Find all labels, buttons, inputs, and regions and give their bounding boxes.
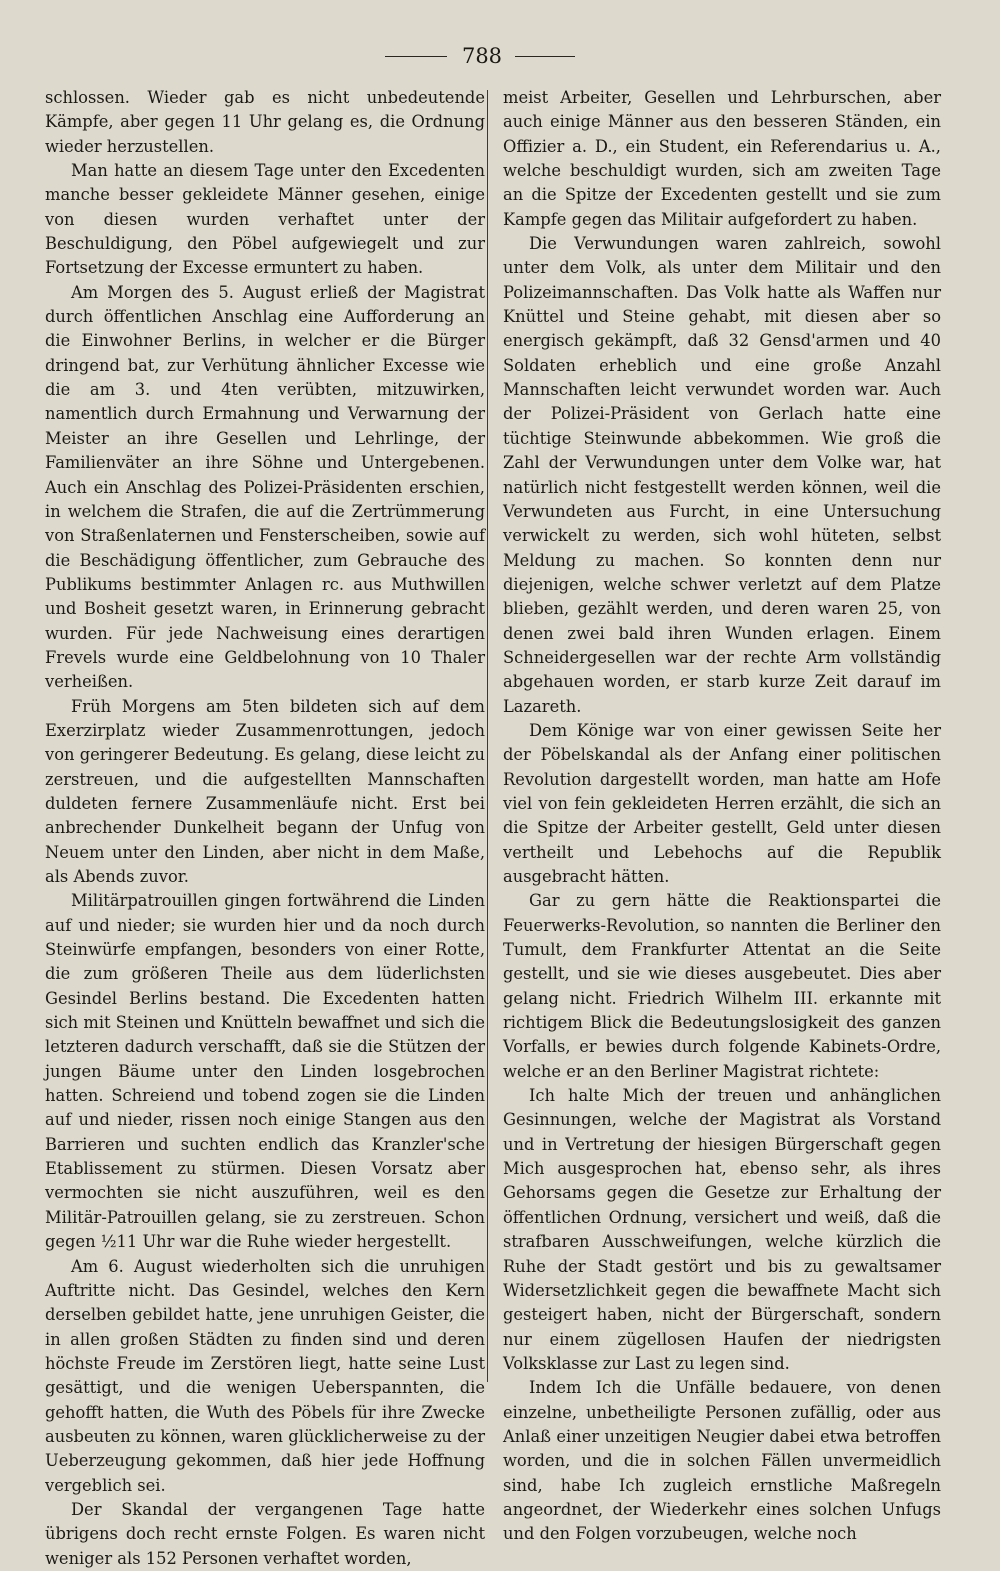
page-header bbox=[0, 42, 1000, 70]
right-column bbox=[503, 86, 941, 1547]
paragraph: Am Morgen des 5. August erließ der Magistrat durch öffentlichen Anschlag eine Aufforderung an die Einwohner Berlins, in welcher er die Bürger dringend bat, zur Verhütung ähnlicher Excesse wie die am 3. und 4ten verübten, mitzuwirken, namentlich durch Ermahnung und Verwarnung der Meister an ihre Gesellen und Lehrlinge, der Familienväter an ihre Söhne und Untergebenen. Auch ein Anschlag des Polizei-Präsidenten erschien, in welchem die Strafen, die auf die Zertrümmerung von Straßenlaternen und Fensterscheiben, sowie auf die Beschädigung öffentlicher, zum Gebrauche des Publikums bestimmter Anlagen rc. aus Muthwillen und Bosheit gesetzt waren, in Erinnerung gebracht wurden. Für jede Nachweisung eines derartigen Frevels wurde eine Geldbelohnung von 10 Thaler verheißen. bbox=[45, 282, 485, 692]
header-rule-left bbox=[385, 56, 447, 57]
paragraph: Früh Morgens am 5ten bildeten sich auf dem Exerzirplatz wieder Zusammenrottungen, jedoch von geringerer Bedeutung. Es gelang, diese leicht zu zerstreuen, und die aufgestellten Mannschaften duldeten fernere Zusammenläufe nicht. Erst bei anbrechender Dunkelheit begann der Unfug von Neuem unter den Linden, aber nicht in dem Maße, als Abends zuvor. bbox=[45, 696, 485, 886]
paragraph: Man hatte an diesem Tage unter den Excedenten manche besser gekleidete Männer gesehen, einige von diesen wurden verhaftet unter der Beschuldigung, den Pöbel aufgewiegelt und zur Fortsetzung der Excesse ermuntert zu haben. bbox=[45, 161, 485, 278]
paragraph: Der Skandal der vergangenen Tage hatte übrigens doch recht ernste Folgen. Es waren nicht weniger als 152 Personen verhaftet worden, bbox=[45, 1499, 485, 1568]
left-column bbox=[45, 86, 485, 1571]
paragraph: Dem Könige war von einer gewissen Seite her der Pöbelskandal als der Anfang einer politischen Revolution dargestellt worden, man hatte am Hofe viel von fein gekleideten Herren erzählt, die sich an die Spitze der Arbeiter gestellt, Geld unter diesen vertheilt und Lebehochs auf die Republik ausgebracht hätten. bbox=[503, 720, 941, 886]
quoted-paragraph: Indem Ich die Unfälle bedauere, von denen einzelne, unbetheiligte Personen zufällig, oder aus Anlaß einer unzeitigen Neugier dabei etwa betroffen worden, und die in solchen Fällen unvermeidlich sind, habe Ich zugleich ernstliche Maßregeln angeordnet, der Wiederkehr eines solchen Unfugs und den Folgen vorzubeugen, welche noch bbox=[503, 1378, 941, 1544]
paragraph: meist Arbeiter, Gesellen und Lehrburschen, aber auch einige Männer aus den besseren Ständen, ein Offizier a. D., ein Student, ein Referendarius u. A., welche beschuldigt wurden, sich am zweiten Tage an die Spitze der Excedenten gestellt und sie zum Kampfe gegen das Militair aufgefordert zu haben. bbox=[503, 88, 941, 229]
paragraph: Militärpatrouillen gingen fortwährend die Linden auf und nieder; sie wurden hier und da noch durch Steinwürfe empfangen, besonders von einer Rotte, die zum größeren Theile aus dem lüderlichsten Gesindel Berlins bestand. Die Excedenten hatten sich mit Steinen und Knütteln bewaffnet und sich die letzteren dadurch verschafft, daß sie die Stützen der jungen Bäume unter den Linden losgebrochen hatten. Schreiend und tobend zogen sie die Linden auf und nieder, rissen noch einige Stangen aus den Barrieren und suchten endlich das Kranzler'sche Etablissement zu stürmen. Diesen Vorsatz aber vermochten sie nicht auszuführen, weil es den Militär-Patrouillen gelang, sie zu zerstreuen. Schon gegen ½11 Uhr war die Ruhe wieder hergestellt. bbox=[45, 891, 485, 1252]
header-rule-right bbox=[515, 56, 575, 57]
paragraph: Gar zu gern hätte die Reaktionspartei die Feuerwerks-Revolution, so nannten die Berliner den Tumult, dem Frankfurter Attentat an die Seite gestellt, und sie wie dieses ausgebeutet. Dies aber gelang nicht. Friedrich Wilhelm III. erkannte mit richtigem Blick die Bedeutungslosigkeit des ganzen Vorfalls, er bewies durch folgende Kabinets-Ordre, welche er an den Berliner Magistrat richtete: bbox=[503, 891, 941, 1081]
paragraph: Am 6. August wiederholten sich die unruhigen Auftritte nicht. Das Gesindel, welches den Kern derselben gebildet hatte, jene unruhigen Geister, die in allen großen Städten zu finden sind und deren höchste Freude im Zerstören liegt, hatte seine Lust gesättigt, und die wenigen Ueberspannten, die gehofft hatten, die Wuth des Pöbels für ihre Zwecke ausbeuten zu können, waren glücklicherweise zu der Ueberzeugung gekommen, daß hier jede Hoffnung vergeblich sei. bbox=[45, 1256, 485, 1495]
page-number: 788 bbox=[461, 44, 503, 68]
paragraph: Die Verwundungen waren zahlreich, sowohl unter dem Volk, als unter dem Militair und den Polizeimannschaften. Das Volk hatte als Waffen nur Knüttel und Steine gehabt, mit diesen aber so energisch gekämpft, daß 32 Gensd'armen und 40 Soldaten erheblich und eine große Anzahl Mannschaften leicht verwundet worden war. Auch der Polizei-Präsident von Gerlach hatte eine tüchtige Steinwunde abbekommen. Wie groß die Zahl der Verwundungen unter dem Volke war, hat natürlich nicht festgestellt werden können, weil die Verwundeten aus Furcht, in eine Untersuchung verwickelt zu werden, sich wohl hüteten, selbst Meldung zu machen. So konnten denn nur diejenigen, welche schwer verletzt auf dem Platze blieben, gezählt werden, und deren waren 25, von denen zwei bald ihren Wunden erlagen. Einem Schneidergesellen war der rechte Arm vollständig abgehauen worden, er starb kurze Zeit darauf im Lazareth. bbox=[503, 234, 941, 716]
quoted-paragraph: Ich halte Mich der treuen und anhänglichen Gesinnungen, welche der Magistrat als Vorstand und in Vertretung der hiesigen Bürgerschaft gegen Mich ausgesprochen hat, ebenso sehr, als ihres Gehorsams gegen die Gesetze zur Erhaltung der öffentlichen Ordnung, versichert und weiß, daß die strafbaren Ausschweifungen, welche kürzlich die Ruhe der Stadt gestört und bis zu gewaltsamer Widersetzlichkeit gegen die bewaffnete Macht sich gesteigert haben, nicht der Bürgerschaft, sondern nur einem zügellosen Haufen der niedrigsten Volksklasse zur Last zu legen sind. bbox=[503, 1086, 941, 1373]
column-divider bbox=[487, 90, 488, 1382]
paragraph: schlossen. Wieder gab es nicht unbedeutende Kämpfe, aber gegen 11 Uhr gelang es, die Ordnung wieder herzustellen. bbox=[45, 88, 485, 156]
